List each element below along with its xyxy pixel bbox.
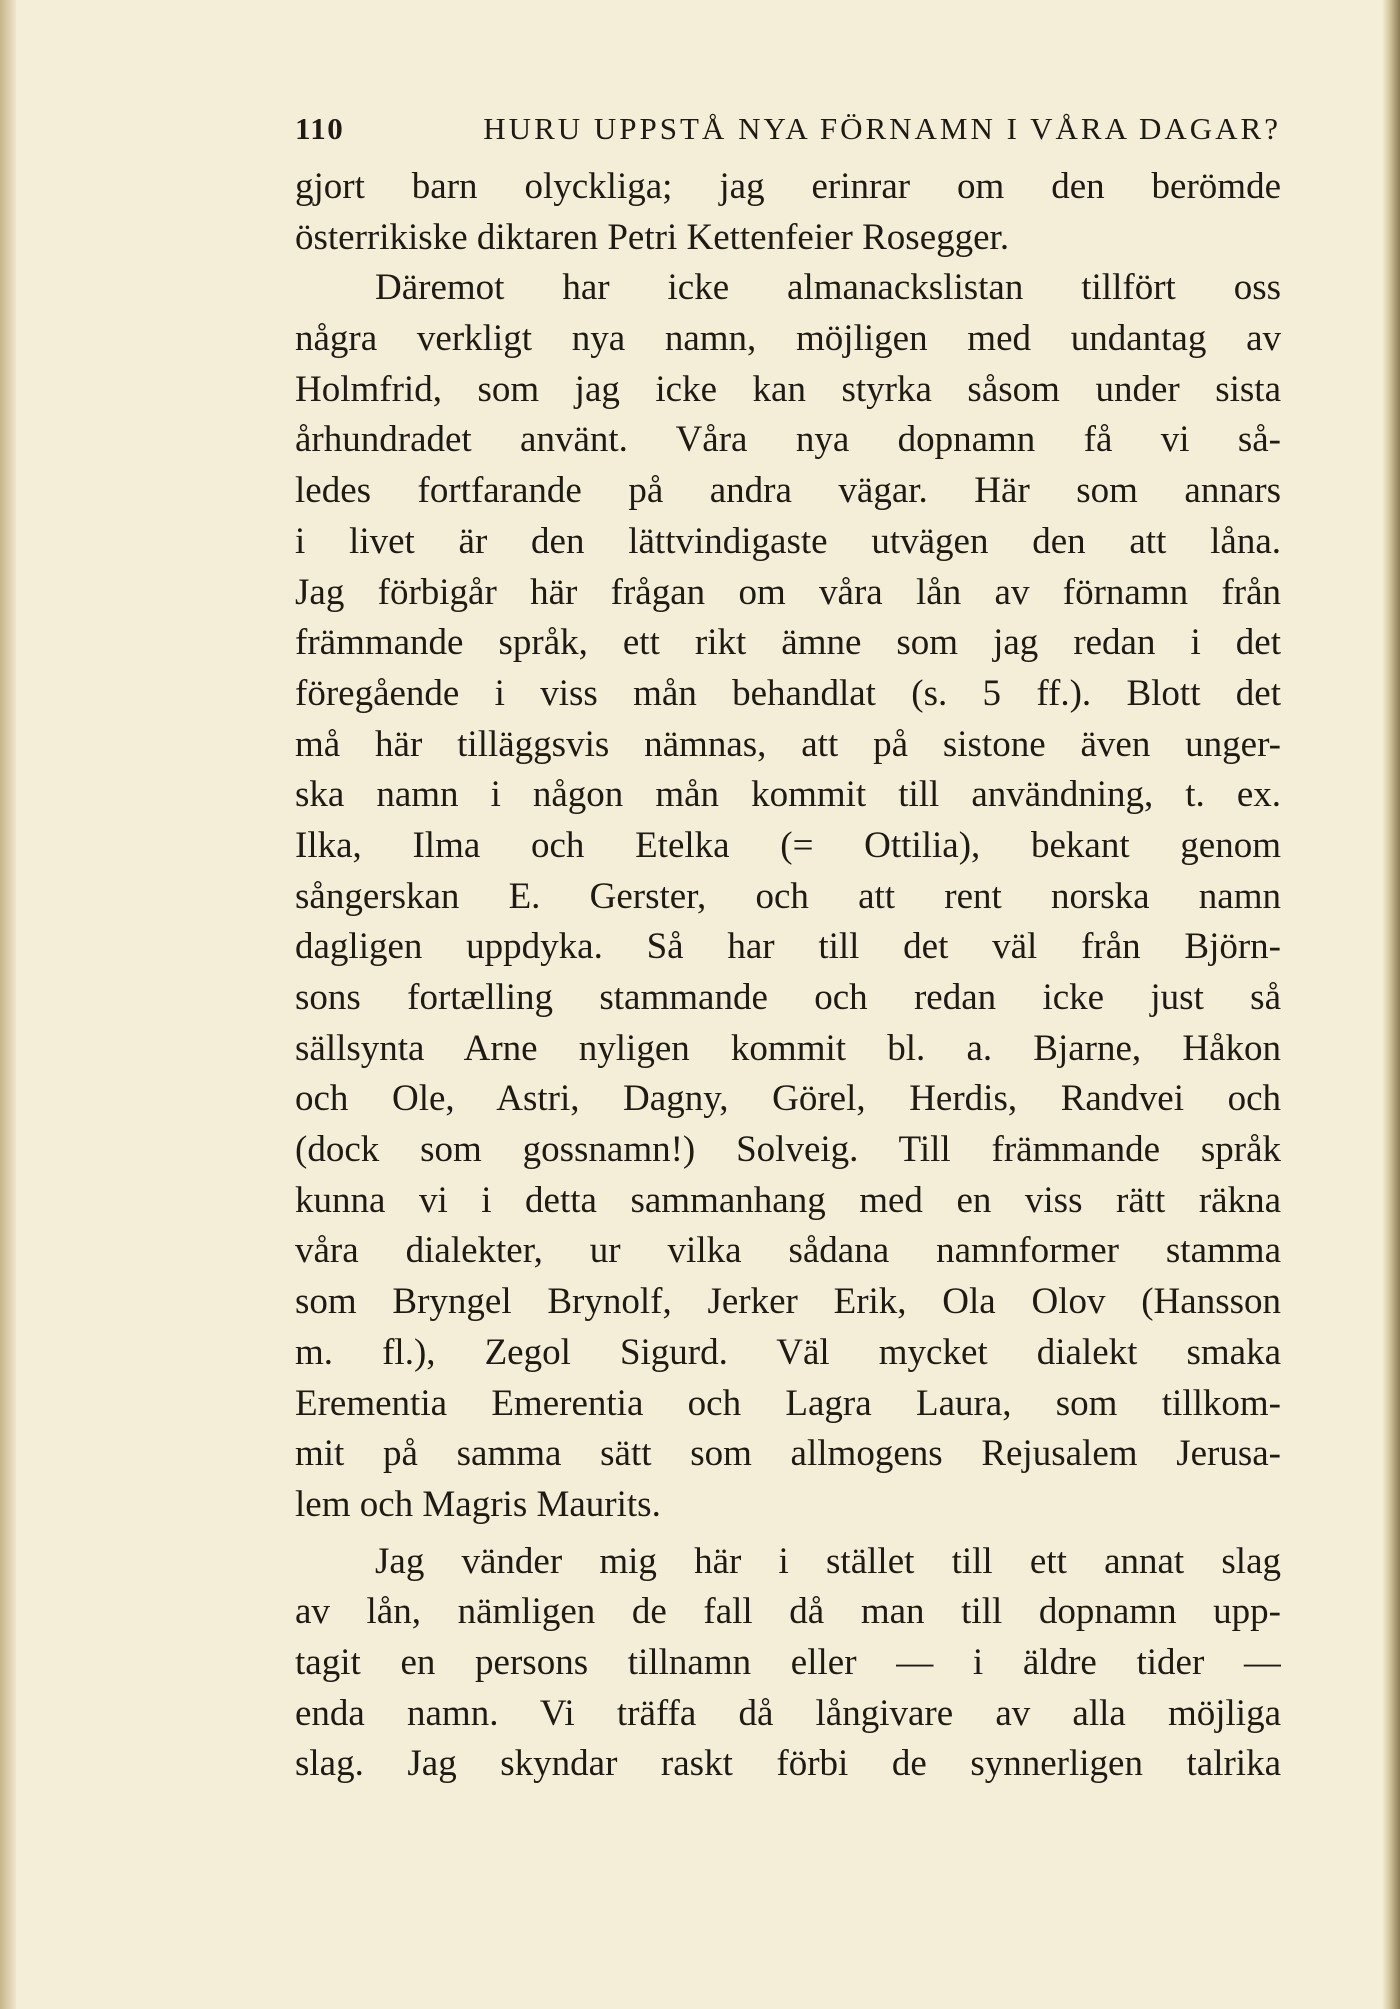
text-line: sons fortælling stammande och redan icke just så <box>295 977 1281 1018</box>
text-line: Jag förbigår här frågan om våra lån av förnamn från <box>295 571 1281 613</box>
text-line: Däremot har icke almanackslistan tillfört oss <box>375 267 1281 309</box>
text-line: m. fl.), Zegol Sigurd. Väl mycket dialekt smaka <box>295 1331 1281 1373</box>
page-edge-shadow <box>1382 0 1400 2009</box>
paragraph-2 <box>295 263 1281 1530</box>
running-head: HURU UPPSTÅ NYA FÖRNAMN I VÅRA DAGAR? <box>483 111 1281 146</box>
text-line: mit på samma sätt som allmogens Rejusalem Jerusa- <box>295 1433 1281 1475</box>
text-line: lem och Magris Maurits. <box>295 1483 661 1525</box>
text-line: må här tilläggsvis nämnas, att på sistone även unger- <box>295 723 1281 765</box>
text-line: sångerskan E. Gerster, och att rent norska namn <box>295 875 1281 917</box>
text-line: kunna vi i detta sammanhang med en viss rätt räkna <box>295 1179 1281 1221</box>
text-line: av lån, nämligen de fall då man till dopnamn upp- <box>295 1591 1281 1633</box>
page-gutter-shadow <box>0 0 16 2009</box>
text-block <box>295 104 1281 1790</box>
text-line: Jag vänder mig här i stället till ett annat slag <box>375 1540 1281 1582</box>
text-line: århundradet använt. Våra nya dopnamn få vi så- <box>295 419 1281 461</box>
page-header <box>295 104 1281 154</box>
paragraph-3 <box>295 1537 1281 1790</box>
text-line: sällsynta Arne nyligen kommit bl. a. Bjarne, Håkon <box>295 1027 1281 1069</box>
text-line: främmande språk, ett rikt ämne som jag redan i det <box>295 622 1281 664</box>
text-line: som Bryngel Brynolf, Jerker Erik, Ola Olov (Hansson <box>295 1281 1281 1323</box>
text-line: några verkligt nya namn, möjligen med undantag av <box>295 318 1281 360</box>
text-line: våra dialekter, ur vilka sådana namnformer stamma <box>295 1230 1281 1272</box>
text-line: österrikiske diktaren Petri Kettenfeier Rosegger. <box>295 216 1010 258</box>
text-line: i livet är den lättvindigaste utvägen den att låna. <box>295 520 1281 562</box>
text-line: föregående i viss mån behandlat (s. 5 ff.). Blott det <box>295 672 1281 714</box>
text-line: slag. Jag skyndar raskt förbi de synnerligen talrika <box>295 1743 1281 1785</box>
text-line: Ilka, Ilma och Etelka (= Ottilia), bekant genom <box>295 824 1281 866</box>
text-line: Erementia Emerentia och Lagra Laura, som tillkom- <box>295 1382 1281 1424</box>
text-line: och Ole, Astri, Dagny, Görel, Herdis, Randvei och <box>295 1078 1281 1120</box>
text-line: enda namn. Vi träffa då långivare av alla möjliga <box>295 1692 1281 1734</box>
text-line: ska namn i någon mån kommit till användning, t. ex. <box>295 774 1281 816</box>
paragraph-1 <box>295 162 1281 263</box>
text-line: ledes fortfarande på andra vägar. Här som annars <box>295 470 1281 512</box>
text-line: Holmfrid, som jag icke kan styrka såsom under sista <box>295 368 1281 410</box>
body-text <box>295 162 1281 1790</box>
text-line: gjort barn olyckliga; jag erinrar om den berömde <box>295 166 1281 207</box>
text-line: dagligen uppdyka. Så har till det väl från Björn- <box>295 926 1281 968</box>
text-line: (dock som gossnamn!) Solveig. Till främmande språk <box>295 1129 1281 1171</box>
text-line: tagit en persons tillnamn eller — i äldre tider — <box>295 1641 1281 1683</box>
page-number: 110 <box>295 111 345 146</box>
